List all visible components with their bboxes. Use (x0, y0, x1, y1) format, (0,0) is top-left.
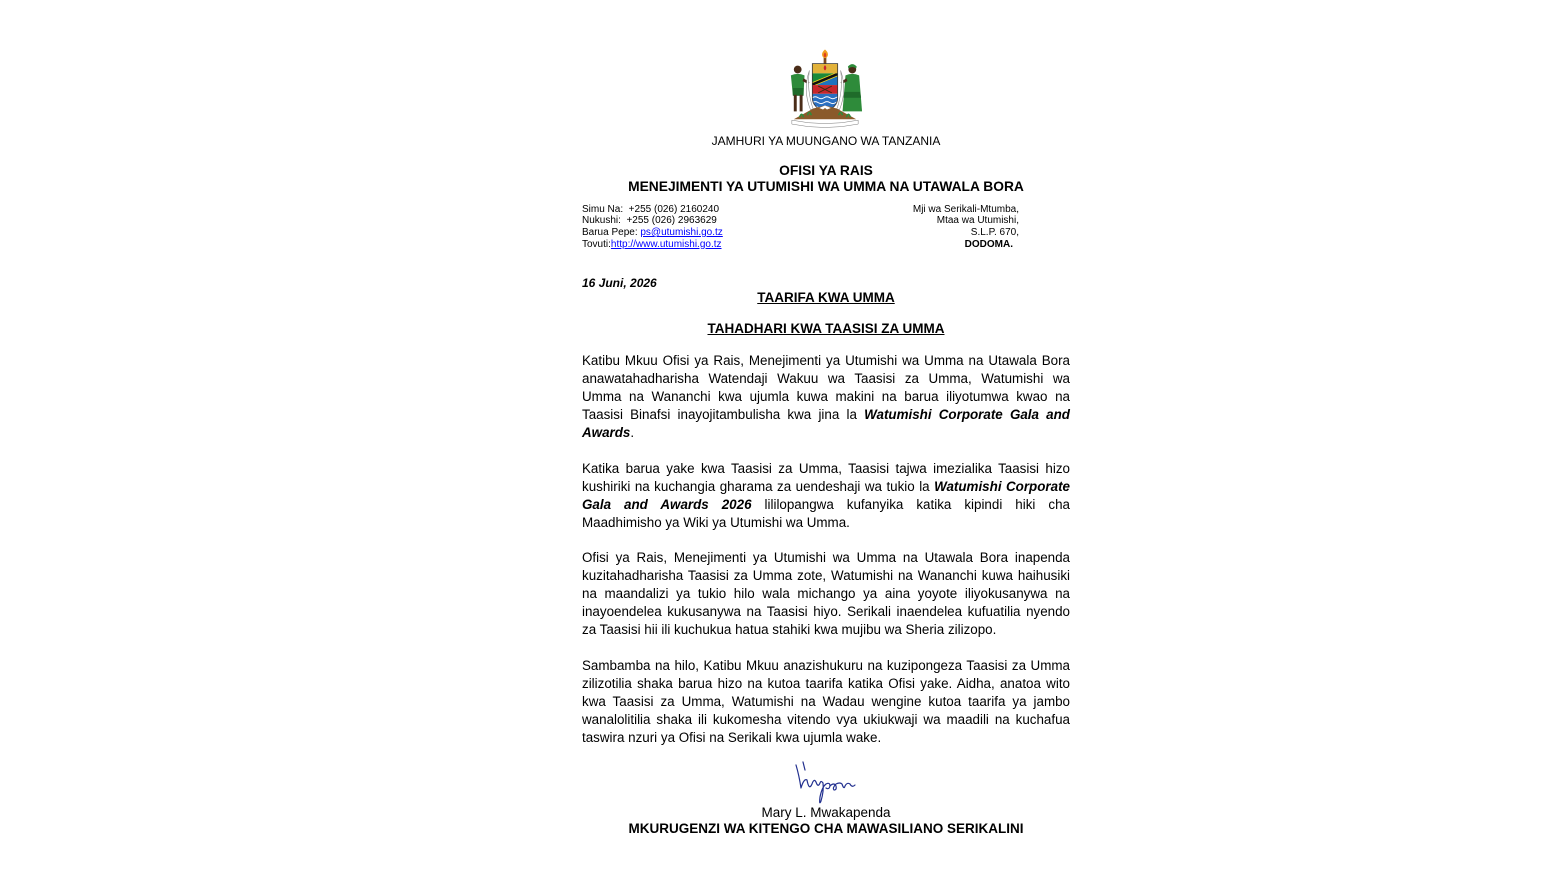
body-text: Ofisi ya Rais, Menejimenti ya Utumishi wa Umma na Utawala Bora inapenda (582, 550, 1070, 565)
body-line (582, 460, 1070, 478)
body-line (582, 711, 1070, 729)
website-line (582, 239, 723, 251)
event-name-emphasis: Gala and Awards 2026 (582, 496, 752, 512)
body-line (582, 585, 1070, 603)
notice-subject: TAHADHARI KWA TAASISI ZA UMMA (707, 321, 945, 336)
notice-title: TAARIFA KWA UMMA (757, 290, 895, 305)
body-text: taswira nzuri ya Ofisi na Serikali kwa ujumla wake. (582, 729, 882, 745)
body-text: Katibu Mkuu Ofisi ya Rais, Menejimenti ya Utumishi wa Umma na Utawala Bora (582, 353, 1070, 368)
letter-date: 16 Juni, 2026 (582, 276, 657, 290)
letter-body (582, 352, 1070, 764)
website-label: Tovuti: (582, 238, 611, 250)
body-line (582, 729, 1070, 747)
body-text: . (630, 425, 635, 440)
body-text: inayoendelea kukusanywa na Taasisi hiyo. Serikali inaendelea kufuatilia nyendo (582, 604, 1070, 619)
body-text: kushiriki na kuchangia gharama za uendeshaji wa tukio la (582, 478, 935, 494)
torch-icon (822, 49, 828, 64)
address-line: Mji wa Serikali-Mtumba, (912, 203, 1019, 215)
shield (812, 64, 841, 114)
body-paragraph (582, 352, 1070, 442)
body-text: lililopangwa kufanyika katika kipindi hiki cha (751, 496, 1070, 512)
event-name-emphasis: Watumishi Corporate Gala and (864, 407, 1070, 422)
body-line (582, 478, 1070, 496)
body-text: za Taasisi hii ili kuchukua hatua stahiki kwa mujibu wa Sheria zilizopo. (582, 622, 997, 637)
address-line: Mtaa wa Utumishi, (936, 215, 1019, 227)
website-link[interactable]: http://www.utumishi.go.tz (610, 238, 722, 250)
handwritten-signature (790, 760, 862, 808)
body-line (582, 424, 1070, 442)
signatory-name: Mary L. Mwakapenda (761, 805, 891, 820)
body-text: zilizotilia shaka barua hizo na kutoa taarifa katika Ofisi yake. Aidha, anatoa wito (582, 675, 1070, 691)
address-city: DODOMA. (964, 238, 1013, 250)
body-line (582, 693, 1070, 711)
body-text: Maadhimisho ya Wiki ya Utumishi wa Umma. (582, 514, 850, 530)
body-line (582, 514, 1070, 532)
body-text: Taasisi Binafsi inayojitambulisha kwa jina la (582, 407, 865, 422)
body-text: Sambamba na hilo, Katibu Mkuu anazishukuru na kuzipongeza Taasisi za Umma (582, 657, 1070, 673)
body-text: Umma na Wananchi kwa ujumla kuwa makini na barua iliyotumwa kwao na (582, 389, 1070, 404)
email-link[interactable]: ps@utumishi.go.tz (640, 226, 723, 238)
body-text: wanalolitilia shaka ili kukomesha vitendo vya ukiukwaji wa maadili na kuchafua (582, 711, 1070, 727)
body-line (582, 370, 1070, 388)
body-line (582, 675, 1070, 693)
body-text: anawatahadharisha Watendaji Wakuu wa Taasisi za Umma, Watumishi wa (582, 371, 1070, 386)
body-paragraph (582, 657, 1070, 747)
body-line (582, 603, 1070, 621)
body-line (582, 621, 1070, 639)
body-paragraph (582, 549, 1070, 639)
ministry-name: MENEJIMENTI YA UTUMISHI WA UMMA NA UTAWALA BORA (628, 179, 1024, 194)
country-name: JAMHURI YA MUUNGANO WA TANZANIA (711, 134, 941, 148)
fax-line: Nukushi: +255 (026) 2963629 (582, 215, 717, 227)
body-text: na maandalizi ya tukio hilo wala michango ya aina yoyote iliyokusanywa na (582, 586, 1070, 601)
contact-block (582, 204, 723, 251)
postal-address (880, 204, 1019, 251)
phone-line: Simu Na: +255 (026) 2160240 (582, 203, 720, 215)
body-line (582, 496, 1070, 514)
coat-of-arms-icon (786, 48, 864, 128)
event-name-emphasis: Watumishi Corporate (934, 478, 1070, 494)
body-line (582, 388, 1070, 406)
address-line: S.L.P. 670, (970, 226, 1019, 238)
event-name-emphasis: Awards (582, 425, 631, 440)
body-text: kwa Taasisi za Umma, Watumishi na Wadau wengine kutoa taarifa ya jambo (582, 693, 1070, 709)
body-line (582, 567, 1070, 585)
email-line (582, 227, 723, 239)
body-text: kuzitahadharisha Taasisi za Umma zote, Watumishi na Wananchi kuwa haihusiki (582, 568, 1070, 583)
body-line (582, 352, 1070, 370)
signatory-title: MKURUGENZI WA KITENGO CHA MAWASILIANO SERIKALINI (628, 821, 1024, 836)
email-label: Barua Pepe: (582, 226, 641, 238)
body-line (582, 549, 1070, 567)
body-line (582, 657, 1070, 675)
body-text: Katika barua yake kwa Taasisi za Umma, Taasisi tajwa imezialika Taasisi hizo (582, 460, 1070, 476)
body-paragraph (582, 460, 1070, 532)
office-name: OFISI YA RAIS (779, 163, 873, 178)
body-line (582, 406, 1070, 424)
